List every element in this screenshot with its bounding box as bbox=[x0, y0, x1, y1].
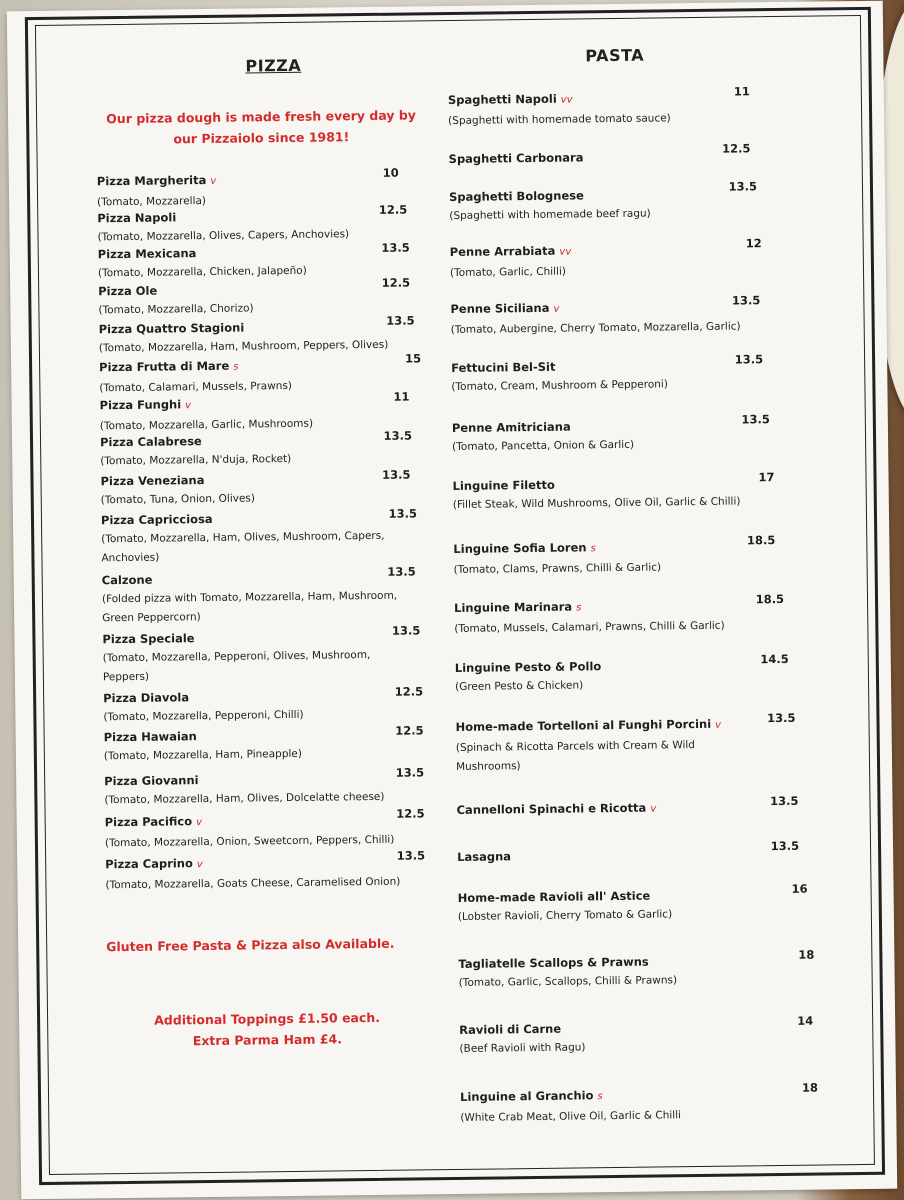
pasta-item-linguine-sofia-loren bbox=[453, 533, 803, 580]
pizza-item-description: (Tomato, Tuna, Onion, Olives) bbox=[100, 492, 256, 507]
item-name-text: Fettucini Bel-Sit bbox=[451, 359, 556, 375]
item-name-text: Pizza Ole bbox=[98, 283, 158, 299]
pasta-item-home-made-tortelloni-al-funghi-porcini bbox=[455, 710, 806, 777]
pasta-item-price: 11 bbox=[733, 84, 750, 99]
pizza-item-description: (Tomato, Mozzarella, Pepperoni, Olives, Mushroom, Peppers) bbox=[102, 649, 371, 684]
item-name-text: Linguine Pesto & Pollo bbox=[454, 659, 602, 675]
item-name-text: Pizza Quattro Stagioni bbox=[98, 320, 245, 337]
item-name-text: Spaghetti Carbonara bbox=[448, 150, 584, 167]
pasta-item-description: (Fillet Steak, Wild Mushrooms, Olive Oil, Garlic & Chilli) bbox=[452, 495, 741, 511]
pasta-item-tagliatelle-scallops-prawns bbox=[458, 947, 815, 993]
pasta-item-price: 17 bbox=[758, 470, 775, 485]
pasta-item-price: 13.5 bbox=[734, 352, 764, 367]
pizza-item-pizza-pacifico bbox=[104, 806, 425, 853]
pizza-item-description: (Tomato, Mozzarella, Garlic, Mushrooms) bbox=[99, 417, 314, 433]
pasta-item-name bbox=[459, 1018, 809, 1038]
pasta-item-name bbox=[458, 886, 808, 906]
pizza-intro-line-2: our Pizzaiolo since 1981! bbox=[173, 129, 350, 147]
pizza-item-name bbox=[102, 568, 422, 588]
pasta-item-description: (Tomato, Aubergine, Cherry Tomato, Mozzarella, Garlic) bbox=[450, 320, 741, 336]
pasta-item-price: 12 bbox=[745, 236, 762, 251]
pasta-item-description: (Tomato, Garlic, Scallops, Chilli & Prawns) bbox=[458, 974, 678, 989]
pizza-item-pizza-ole bbox=[98, 275, 418, 320]
pasta-item-price: 18 bbox=[798, 947, 815, 962]
pizza-item-pizza-veneziana bbox=[100, 469, 420, 510]
pizza-item-price: 13.5 bbox=[382, 467, 411, 482]
dietary-tag: v bbox=[185, 400, 192, 412]
pizza-item-price: 12.5 bbox=[381, 275, 411, 290]
pizza-item-pizza-speciale bbox=[102, 623, 423, 687]
pasta-item-name bbox=[458, 952, 808, 972]
pizza-item-price: 13.5 bbox=[395, 765, 425, 780]
item-name-text: Pizza Capricciosa bbox=[100, 511, 213, 528]
pizza-item-price: 13.5 bbox=[391, 623, 421, 638]
pasta-item-price: 13.5 bbox=[741, 412, 770, 427]
pasta-item-price: 13.5 bbox=[770, 793, 799, 809]
item-name-text: Pizza Hawaian bbox=[103, 729, 197, 745]
dietary-tag: v bbox=[650, 803, 657, 815]
pasta-item-penne-amitriciana bbox=[451, 412, 802, 457]
dietary-tag: s bbox=[576, 602, 582, 614]
pizza-item-name bbox=[105, 852, 425, 874]
pizza-item-description: (Tomato, Mozzarella, N'duja, Rocket) bbox=[100, 452, 292, 468]
dietary-tag: vv bbox=[559, 246, 572, 258]
pizza-item-description: (Folded pizza with Tomato, Mozzarella, Ham, Mushroom, Green Peppercorn) bbox=[101, 589, 398, 625]
pizza-item-description: (Tomato, Mozzarella, Chicken, Jalapeño) bbox=[97, 264, 307, 280]
pasta-item-price: 18.5 bbox=[746, 533, 776, 548]
pizza-item-price: 13.5 bbox=[383, 428, 413, 443]
dietary-tag: v bbox=[196, 817, 203, 829]
pizza-item-name bbox=[104, 769, 424, 789]
item-name-text: Home-made Tortelloni al Funghi Porcini bbox=[455, 716, 712, 734]
dietary-tag: s bbox=[597, 1091, 603, 1103]
pizza-item-price: 12.5 bbox=[394, 684, 424, 699]
pasta-item-home-made-ravioli-all-astice bbox=[457, 881, 808, 927]
dietary-tag: s bbox=[590, 543, 596, 555]
pasta-item-description: (Tomato, Cream, Mushroom & Pepperoni) bbox=[451, 378, 668, 393]
pizza-item-description: (Tomato, Mozzarella, Onion, Sweetcorn, Peppers, Chilli) bbox=[104, 833, 395, 850]
item-name-text: Penne Amitriciana bbox=[451, 419, 571, 435]
pizza-item-price: 13.5 bbox=[387, 564, 416, 579]
pasta-item-spaghetti-napoli bbox=[447, 84, 798, 131]
item-name-text: Pizza Caprino bbox=[105, 856, 193, 872]
pasta-item-price: 13.5 bbox=[728, 179, 758, 194]
dietary-tag: v bbox=[196, 859, 203, 871]
pizza-item-name bbox=[105, 810, 425, 832]
pizza-item-description: (Tomato, Mozzarella, Pepperoni, Chilli) bbox=[103, 708, 304, 724]
gluten-free-note: Gluten Free Pasta & Pizza also Available. bbox=[106, 935, 395, 955]
item-name-text: Penne Arrabiata bbox=[449, 243, 556, 260]
pizza-item-price: 12.5 bbox=[395, 723, 424, 738]
pasta-item-name bbox=[460, 1085, 810, 1107]
pizza-item-price: 13.5 bbox=[386, 313, 415, 328]
pizza-item-name bbox=[101, 508, 421, 528]
pasta-item-description: (Green Pesto & Chicken) bbox=[454, 679, 584, 693]
pizza-item-price: 12.5 bbox=[378, 202, 408, 217]
dietary-tag: v bbox=[210, 175, 217, 187]
pasta-item-spaghetti-bolognese bbox=[448, 179, 799, 226]
menu-page bbox=[7, 1, 897, 1200]
pasta-item-price: 13.5 bbox=[731, 293, 761, 308]
dietary-tag: vv bbox=[560, 94, 573, 106]
pasta-item-price: 14 bbox=[797, 1013, 814, 1028]
item-name-text: Linguine Marinara bbox=[454, 599, 573, 615]
pasta-item-name bbox=[455, 715, 805, 737]
item-name-text: Linguine Sofia Loren bbox=[453, 540, 587, 556]
pizza-item-pizza-caprino bbox=[105, 848, 426, 895]
pizza-item-name bbox=[99, 317, 419, 337]
pizza-item-price: 15 bbox=[404, 351, 422, 366]
item-name-text: Home-made Ravioli all' Astice bbox=[457, 888, 651, 905]
item-name-text: Linguine al Granchio bbox=[459, 1088, 594, 1104]
pizza-item-description: (Tomato, Mozzarella) bbox=[97, 194, 207, 209]
pizza-item-price: 13.5 bbox=[388, 506, 418, 521]
pasta-item-price: 14.5 bbox=[760, 651, 789, 667]
pizza-item-description: (Tomato, Mozzarella, Ham, Mushroom, Peppers, Olives) bbox=[98, 338, 389, 355]
pasta-item-price: 13.5 bbox=[770, 838, 800, 854]
item-name-text: Tagliatelle Scallops & Prawns bbox=[458, 954, 649, 971]
pizza-item-name bbox=[104, 725, 424, 745]
pasta-item-linguine-filetto bbox=[452, 470, 803, 515]
item-name-text: Spaghetti Bolognese bbox=[448, 188, 584, 205]
pizza-item-description: (Tomato, Mozzarella, Chorizo) bbox=[98, 302, 254, 317]
item-name-text: Pizza Speciale bbox=[102, 631, 195, 647]
pizza-item-description: (Tomato, Mozzarella, Ham, Olives, Dolcelatte cheese) bbox=[104, 790, 385, 807]
pasta-item-fettucini-bel-sit bbox=[451, 352, 801, 397]
item-name-text: Pizza Mexicana bbox=[97, 246, 197, 262]
pasta-item-penne-siciliana bbox=[450, 293, 800, 340]
pasta-item-price: 12.5 bbox=[722, 141, 751, 156]
pizza-intro bbox=[96, 104, 426, 150]
item-name-text: Pizza Funghi bbox=[99, 397, 182, 413]
pasta-item-linguine-al-granchio bbox=[459, 1080, 819, 1128]
pizza-item-price: 13.5 bbox=[396, 848, 426, 863]
pasta-item-price: 18 bbox=[801, 1080, 819, 1095]
pasta-item-linguine-pesto-pollo bbox=[454, 651, 805, 697]
pizza-item-description: (Tomato, Mozzarella, Goats Cheese, Caramelised Onion) bbox=[105, 875, 401, 892]
toppings-line-2: Extra Parma Ham £4. bbox=[192, 1031, 343, 1049]
pasta-item-description: (Tomato, Clams, Prawns, Chilli & Garlic) bbox=[453, 561, 662, 576]
pasta-item-price: 13.5 bbox=[767, 710, 796, 726]
dietary-tag: v bbox=[553, 303, 560, 315]
pasta-item-description: (Spinach & Ricotta Parcels with Cream & Wild Mushrooms) bbox=[455, 739, 696, 773]
pasta-item-description: (Spaghetti with homemade beef ragu) bbox=[449, 207, 651, 223]
pizza-item-name bbox=[103, 686, 423, 706]
pizza-item-description: (Tomato, Calamari, Mussels, Prawns) bbox=[99, 379, 293, 395]
item-name-text: Ravioli di Carne bbox=[459, 1021, 562, 1037]
pasta-item-price: 18.5 bbox=[755, 591, 785, 607]
item-name-text: Pizza Diavola bbox=[103, 690, 190, 706]
toppings-note bbox=[147, 1007, 387, 1052]
item-name-text: Pizza Margherita bbox=[96, 172, 207, 189]
item-name-text: Lasagna bbox=[457, 849, 512, 864]
item-name-text: Pizza Giovanni bbox=[104, 773, 199, 789]
pizza-item-pizza-hawaian bbox=[104, 725, 424, 766]
pizza-item-description: (Tomato, Mozzarella, Olives, Capers, Anchovies) bbox=[97, 228, 350, 244]
pizza-item-price: 13.5 bbox=[381, 240, 410, 255]
pasta-item-price: 16 bbox=[791, 881, 808, 896]
item-name-text: Pizza Frutta di Mare bbox=[99, 358, 230, 375]
pizza-item-calzone bbox=[101, 564, 423, 628]
pizza-heading: PIZZA bbox=[245, 55, 302, 76]
item-name-text: Calzone bbox=[101, 572, 153, 588]
pasta-item-description: (Lobster Ravioli, Cherry Tomato & Garlic) bbox=[457, 908, 673, 923]
pasta-item-ravioli-di-carne bbox=[459, 1013, 814, 1059]
pasta-item-description: (Beef Ravioli with Ragu) bbox=[459, 1041, 586, 1055]
pizza-intro-line-1: Our pizza dough is made fresh every day by bbox=[106, 107, 417, 127]
pizza-item-pizza-diavola bbox=[103, 686, 423, 727]
pizza-item-pizza-calabrese bbox=[100, 430, 420, 471]
pasta-item-description: (Spaghetti with homemade tomato sauce) bbox=[448, 112, 671, 128]
item-name-text: Pizza Napoli bbox=[97, 210, 177, 226]
pizza-item-description: (Tomato, Mozzarella, Ham, Olives, Mushroom, Capers, Anchovies) bbox=[101, 529, 385, 565]
dietary-tag: v bbox=[715, 719, 722, 731]
pasta-item-penne-arrabiata bbox=[449, 236, 800, 283]
item-name-text: Cannelloni Spinachi e Ricotta bbox=[456, 800, 647, 817]
pizza-item-price: 12.5 bbox=[396, 806, 425, 821]
pasta-item-description: (White Crab Meat, Olive Oil, Garlic & Chilli bbox=[460, 1109, 682, 1124]
pizza-item-pizza-quattro-stagioni bbox=[98, 313, 419, 358]
pizza-item-price: 10 bbox=[382, 165, 399, 180]
pizza-item-name bbox=[102, 627, 422, 647]
pizza-item-name bbox=[99, 355, 419, 377]
item-name-text: Pizza Veneziana bbox=[100, 473, 205, 489]
pasta-item-linguine-marinara bbox=[454, 591, 804, 639]
item-name-text: Pizza Calabrese bbox=[99, 434, 202, 450]
pasta-item-description: (Tomato, Garlic, Chilli) bbox=[449, 265, 567, 279]
pasta-heading: PASTA bbox=[585, 45, 645, 66]
toppings-line-1: Additional Toppings £1.50 each. bbox=[154, 1009, 381, 1028]
pasta-item-description: (Tomato, Pancetta, Onion & Garlic) bbox=[452, 438, 635, 453]
dietary-tag: s bbox=[233, 361, 239, 373]
pizza-item-price: 11 bbox=[393, 389, 410, 404]
pizza-item-pizza-giovanni bbox=[104, 765, 425, 810]
item-name-text: Spaghetti Napoli bbox=[447, 91, 557, 108]
pasta-item-description: (Tomato, Mussels, Calamari, Prawns, Chilli & Garlic) bbox=[454, 619, 725, 635]
pizza-item-description: (Tomato, Mozzarella, Ham, Pineapple) bbox=[103, 747, 303, 763]
item-name-text: Penne Siciliana bbox=[450, 300, 550, 316]
pizza-item-pizza-capricciosa bbox=[101, 508, 422, 568]
item-name-text: Linguine Filetto bbox=[452, 477, 555, 493]
item-name-text: Pizza Pacifico bbox=[104, 814, 193, 830]
